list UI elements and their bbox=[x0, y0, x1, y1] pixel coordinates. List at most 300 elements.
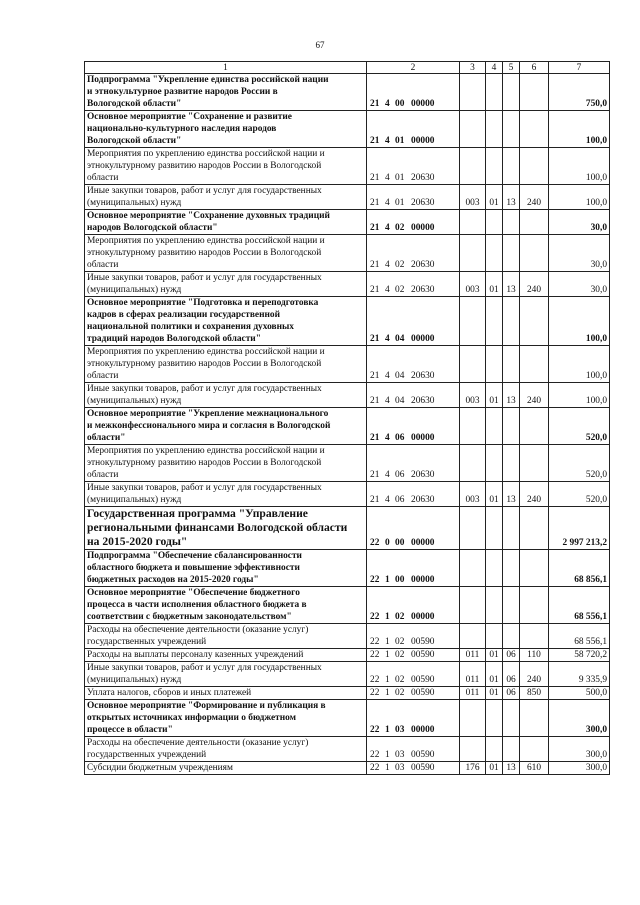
row-name-line: области bbox=[87, 173, 119, 183]
code-part: 06 bbox=[395, 495, 405, 505]
row-code-cell bbox=[367, 550, 460, 587]
code-part: 4 bbox=[385, 371, 390, 381]
row-c3-cell bbox=[460, 111, 486, 148]
row-name-line: Основное мероприятие "Сохранение духовных традиций bbox=[87, 211, 330, 221]
row-name-line: Иные закупки товаров, работ и услуг для государственных bbox=[87, 273, 322, 283]
row-amount-cell: 520,0 bbox=[549, 482, 610, 507]
row-c5-cell: 13 bbox=[503, 185, 520, 210]
code-part: 00000 bbox=[411, 538, 435, 548]
row-c3-cell bbox=[460, 346, 486, 383]
code-part: 21 bbox=[370, 470, 380, 480]
code-part: 21 bbox=[370, 136, 380, 146]
row-amount-cell: 30,0 bbox=[549, 235, 610, 272]
code-part: 00000 bbox=[411, 223, 435, 233]
code-part: 22 bbox=[370, 650, 380, 660]
row-c3-cell bbox=[460, 550, 486, 587]
code-part: 00000 bbox=[411, 433, 435, 443]
row-code-cell bbox=[367, 482, 460, 507]
row-name-line: государственных учреждений bbox=[87, 637, 207, 647]
row-c6-cell: 240 bbox=[520, 662, 549, 687]
code-part: 21 bbox=[370, 173, 380, 183]
row-name-line: Иные закупки товаров, работ и услуг для государственных bbox=[87, 663, 322, 673]
row-c6-cell: 240 bbox=[520, 185, 549, 210]
row-c6-cell: 240 bbox=[520, 383, 549, 408]
code-part: 4 bbox=[385, 433, 390, 443]
row-name-cell bbox=[85, 550, 367, 587]
table-row bbox=[85, 185, 610, 210]
row-name-cell bbox=[85, 700, 367, 737]
row-c4-cell: 01 bbox=[486, 482, 503, 507]
row-c5-cell bbox=[503, 235, 520, 272]
code-part: 4 bbox=[385, 285, 390, 295]
row-code-cell bbox=[367, 383, 460, 408]
row-c6-cell bbox=[520, 587, 549, 624]
row-c4-cell bbox=[486, 74, 503, 111]
row-name-cell bbox=[85, 649, 367, 662]
row-c4-cell bbox=[486, 700, 503, 737]
code-part: 21 bbox=[370, 198, 380, 208]
code-part: 00000 bbox=[411, 612, 435, 622]
row-amount-cell: 30,0 bbox=[549, 210, 610, 235]
table-row bbox=[85, 297, 610, 346]
row-name-line: региональными финансами Вологодской области bbox=[87, 521, 348, 534]
row-name-cell bbox=[85, 445, 367, 482]
row-code-cell bbox=[367, 445, 460, 482]
table-row bbox=[85, 687, 610, 700]
code-part: 21 bbox=[370, 260, 380, 270]
code-part: 22 bbox=[370, 538, 380, 548]
row-code-cell bbox=[367, 737, 460, 762]
row-c5-cell bbox=[503, 74, 520, 111]
code-part: 1 bbox=[385, 575, 390, 585]
row-c3-cell: 003 bbox=[460, 383, 486, 408]
code-part: 04 bbox=[395, 334, 405, 344]
row-c6-cell bbox=[520, 550, 549, 587]
code-part: 20630 bbox=[411, 371, 435, 381]
row-code-cell bbox=[367, 346, 460, 383]
row-c5-cell bbox=[503, 210, 520, 235]
row-c5-cell bbox=[503, 507, 520, 550]
header-cell: 6 bbox=[520, 62, 549, 74]
code-part: 00000 bbox=[411, 575, 435, 585]
row-amount-cell: 750,0 bbox=[549, 74, 610, 111]
row-c3-cell bbox=[460, 74, 486, 111]
row-c4-cell: 01 bbox=[486, 383, 503, 408]
row-name-cell bbox=[85, 762, 367, 775]
code-part: 4 bbox=[385, 396, 390, 406]
table-row bbox=[85, 235, 610, 272]
row-c6-cell bbox=[520, 210, 549, 235]
row-name-line: Государственная программа "Управление bbox=[87, 507, 308, 520]
row-c6-cell bbox=[520, 111, 549, 148]
header-cell: 3 bbox=[460, 62, 486, 74]
row-amount-cell: 100,0 bbox=[549, 111, 610, 148]
row-code-cell bbox=[367, 649, 460, 662]
code-part: 04 bbox=[395, 396, 405, 406]
row-name-line: народов Вологодской области" bbox=[87, 223, 218, 233]
row-c6-cell bbox=[520, 148, 549, 185]
row-c6-cell: 610 bbox=[520, 762, 549, 775]
row-name-line: государственных учреждений bbox=[87, 750, 207, 760]
row-amount-cell: 100,0 bbox=[549, 185, 610, 210]
code-part: 22 bbox=[370, 750, 380, 760]
row-code-cell bbox=[367, 185, 460, 210]
row-name-line: (муниципальных) нужд bbox=[87, 396, 182, 406]
row-c4-cell: 01 bbox=[486, 185, 503, 210]
table-row bbox=[85, 272, 610, 297]
row-name-cell bbox=[85, 346, 367, 383]
code-part: 03 bbox=[395, 763, 405, 773]
header-cell: 5 bbox=[503, 62, 520, 74]
row-c5-cell: 13 bbox=[503, 383, 520, 408]
code-part: 20630 bbox=[411, 495, 435, 505]
row-c3-cell: 011 bbox=[460, 662, 486, 687]
row-code-cell bbox=[367, 700, 460, 737]
row-name-line: этнокультурному развитию народов России в Вологодской bbox=[87, 359, 322, 369]
code-part: 02 bbox=[395, 285, 405, 295]
row-amount-cell: 520,0 bbox=[549, 445, 610, 482]
row-name-line: области bbox=[87, 371, 119, 381]
row-code-cell bbox=[367, 762, 460, 775]
row-name-cell bbox=[85, 297, 367, 346]
row-c6-cell bbox=[520, 624, 549, 649]
row-code-cell bbox=[367, 210, 460, 235]
row-name-line: Иные закупки товаров, работ и услуг для государственных bbox=[87, 384, 322, 394]
code-part: 02 bbox=[395, 223, 405, 233]
row-c5-cell bbox=[503, 111, 520, 148]
row-c4-cell: 01 bbox=[486, 662, 503, 687]
row-name-cell bbox=[85, 210, 367, 235]
code-part: 1 bbox=[385, 612, 390, 622]
row-name-line: национально-культурного наследия народов bbox=[87, 124, 277, 134]
row-c5-cell: 06 bbox=[503, 649, 520, 662]
code-part: 00000 bbox=[411, 99, 435, 109]
code-part: 4 bbox=[385, 136, 390, 146]
row-c3-cell bbox=[460, 737, 486, 762]
table-row bbox=[85, 408, 610, 445]
row-c3-cell bbox=[460, 297, 486, 346]
row-name-line: области bbox=[87, 470, 119, 480]
row-amount-cell: 300,0 bbox=[549, 737, 610, 762]
row-c6-cell: 850 bbox=[520, 687, 549, 700]
row-name-cell bbox=[85, 148, 367, 185]
code-part: 4 bbox=[385, 495, 390, 505]
row-c3-cell bbox=[460, 408, 486, 445]
row-c4-cell: 01 bbox=[486, 687, 503, 700]
code-part: 00000 bbox=[411, 725, 435, 735]
code-part: 00590 bbox=[411, 688, 435, 698]
code-part: 00000 bbox=[411, 334, 435, 344]
row-c4-cell bbox=[486, 507, 503, 550]
row-c4-cell bbox=[486, 235, 503, 272]
code-part: 01 bbox=[395, 136, 405, 146]
row-c6-cell bbox=[520, 507, 549, 550]
row-c4-cell bbox=[486, 210, 503, 235]
header-cell: 1 bbox=[85, 62, 367, 74]
row-name-line: этнокультурному развитию народов России в Вологодской bbox=[87, 161, 322, 171]
row-c4-cell bbox=[486, 737, 503, 762]
table-row bbox=[85, 445, 610, 482]
row-c5-cell: 06 bbox=[503, 662, 520, 687]
row-name-line: Основное мероприятие "Формирование и публикация в bbox=[87, 701, 326, 711]
code-part: 21 bbox=[370, 99, 380, 109]
code-part: 21 bbox=[370, 495, 380, 505]
row-name-cell bbox=[85, 383, 367, 408]
row-code-cell bbox=[367, 687, 460, 700]
row-c3-cell: 011 bbox=[460, 649, 486, 662]
row-amount-cell: 520,0 bbox=[549, 408, 610, 445]
row-name-line: Мероприятия по укреплению единства российской нации и bbox=[87, 236, 325, 246]
table-row bbox=[85, 662, 610, 687]
row-c6-cell bbox=[520, 445, 549, 482]
row-c4-cell bbox=[486, 111, 503, 148]
row-amount-cell: 100,0 bbox=[549, 148, 610, 185]
row-c3-cell bbox=[460, 587, 486, 624]
code-part: 4 bbox=[385, 260, 390, 270]
row-name-line: открытых источниках информации о бюджетном bbox=[87, 713, 297, 723]
code-part: 1 bbox=[385, 725, 390, 735]
table-row bbox=[85, 587, 610, 624]
table-row bbox=[85, 74, 610, 111]
code-part: 20630 bbox=[411, 470, 435, 480]
row-name-line: областного бюджета и повышение эффективности bbox=[87, 563, 300, 573]
row-c4-cell bbox=[486, 624, 503, 649]
code-part: 20630 bbox=[411, 198, 435, 208]
table-row bbox=[85, 210, 610, 235]
code-part: 4 bbox=[385, 223, 390, 233]
code-part: 4 bbox=[385, 470, 390, 480]
row-c4-cell bbox=[486, 408, 503, 445]
code-part: 20630 bbox=[411, 173, 435, 183]
table-row bbox=[85, 624, 610, 649]
row-c5-cell bbox=[503, 346, 520, 383]
code-part: 22 bbox=[370, 637, 380, 647]
row-c5-cell: 13 bbox=[503, 272, 520, 297]
row-name-cell bbox=[85, 185, 367, 210]
code-part: 02 bbox=[395, 675, 405, 685]
row-code-cell bbox=[367, 272, 460, 297]
code-part: 02 bbox=[395, 612, 405, 622]
code-part: 00590 bbox=[411, 750, 435, 760]
row-c6-cell: 240 bbox=[520, 482, 549, 507]
code-part: 1 bbox=[385, 688, 390, 698]
code-part: 21 bbox=[370, 223, 380, 233]
row-name-line: и этнокультурное развитие народов России в bbox=[87, 87, 278, 97]
row-c5-cell: 13 bbox=[503, 482, 520, 507]
code-part: 06 bbox=[395, 470, 405, 480]
row-c6-cell bbox=[520, 408, 549, 445]
row-name-line: Основное мероприятие "Укрепление межнационального bbox=[87, 409, 329, 419]
row-c5-cell bbox=[503, 408, 520, 445]
code-part: 4 bbox=[385, 198, 390, 208]
code-part: 21 bbox=[370, 371, 380, 381]
page-number: 67 bbox=[315, 40, 325, 50]
row-amount-cell: 58 720,2 bbox=[549, 649, 610, 662]
row-c4-cell: 01 bbox=[486, 762, 503, 775]
row-code-cell bbox=[367, 235, 460, 272]
code-part: 00 bbox=[395, 538, 405, 548]
row-c6-cell: 110 bbox=[520, 649, 549, 662]
row-amount-cell: 500,0 bbox=[549, 687, 610, 700]
row-amount-cell: 9 335,9 bbox=[549, 662, 610, 687]
code-part: 20630 bbox=[411, 285, 435, 295]
row-c3-cell bbox=[460, 507, 486, 550]
row-c5-cell bbox=[503, 624, 520, 649]
row-c5-cell bbox=[503, 550, 520, 587]
code-part: 21 bbox=[370, 285, 380, 295]
row-name-line: Подпрограмма "Обеспечение сбалансированности bbox=[87, 551, 302, 561]
code-part: 4 bbox=[385, 99, 390, 109]
code-part: 00 bbox=[395, 99, 405, 109]
row-amount-cell: 68 856,1 bbox=[549, 550, 610, 587]
row-name-line: Иные закупки товаров, работ и услуг для государственных bbox=[87, 483, 322, 493]
code-part: 22 bbox=[370, 675, 380, 685]
row-name-line: этнокультурному развитию народов России в Вологодской bbox=[87, 458, 322, 468]
code-part: 06 bbox=[395, 433, 405, 443]
table-row bbox=[85, 762, 610, 775]
row-amount-cell: 68 556,1 bbox=[549, 624, 610, 649]
row-name-line: Вологодской области" bbox=[87, 99, 182, 109]
table-row bbox=[85, 346, 610, 383]
row-c6-cell bbox=[520, 700, 549, 737]
code-part: 22 bbox=[370, 612, 380, 622]
table-row bbox=[85, 550, 610, 587]
row-c3-cell bbox=[460, 235, 486, 272]
row-name-line: (муниципальных) нужд bbox=[87, 675, 182, 685]
row-name-cell bbox=[85, 587, 367, 624]
code-part: 20630 bbox=[411, 396, 435, 406]
row-name-cell bbox=[85, 111, 367, 148]
row-c5-cell bbox=[503, 297, 520, 346]
code-part: 02 bbox=[395, 260, 405, 270]
row-c6-cell bbox=[520, 737, 549, 762]
row-c5-cell: 13 bbox=[503, 762, 520, 775]
code-part: 02 bbox=[395, 637, 405, 647]
row-name-line: Расходы на обеспечение деятельности (оказание услуг) bbox=[87, 738, 309, 748]
row-name-line: Мероприятия по укреплению единства российской нации и bbox=[87, 446, 325, 456]
row-c6-cell bbox=[520, 235, 549, 272]
row-name-cell bbox=[85, 235, 367, 272]
code-part: 02 bbox=[395, 688, 405, 698]
row-name-line: традиций народов Вологодской области" bbox=[87, 334, 261, 344]
row-name-cell bbox=[85, 737, 367, 762]
row-name-line: (муниципальных) нужд bbox=[87, 495, 182, 505]
code-part: 00590 bbox=[411, 637, 435, 647]
row-code-cell bbox=[367, 408, 460, 445]
row-c3-cell: 003 bbox=[460, 482, 486, 507]
row-c6-cell bbox=[520, 297, 549, 346]
row-code-cell bbox=[367, 111, 460, 148]
row-code-cell bbox=[367, 662, 460, 687]
code-part: 22 bbox=[370, 763, 380, 773]
row-name-line: кадров в сферах реализации государственной bbox=[87, 310, 280, 320]
code-part: 20630 bbox=[411, 260, 435, 270]
row-c4-cell bbox=[486, 587, 503, 624]
code-part: 0 bbox=[385, 538, 390, 548]
row-c4-cell: 01 bbox=[486, 649, 503, 662]
row-c5-cell bbox=[503, 700, 520, 737]
header-cell: 2 bbox=[367, 62, 460, 74]
row-name-line: области bbox=[87, 260, 119, 270]
row-c3-cell: 003 bbox=[460, 185, 486, 210]
row-name-line: Иные закупки товаров, работ и услуг для государственных bbox=[87, 186, 322, 196]
row-c4-cell bbox=[486, 148, 503, 185]
code-part: 1 bbox=[385, 650, 390, 660]
code-part: 03 bbox=[395, 725, 405, 735]
header-cell: 7 bbox=[549, 62, 610, 74]
table-row bbox=[85, 111, 610, 148]
row-name-line: на 2015-2020 годы" bbox=[87, 535, 188, 548]
row-code-cell bbox=[367, 587, 460, 624]
row-name-line: процессе в области" bbox=[87, 725, 173, 735]
row-name-cell bbox=[85, 687, 367, 700]
row-name-cell bbox=[85, 624, 367, 649]
row-c5-cell bbox=[503, 587, 520, 624]
code-part: 21 bbox=[370, 433, 380, 443]
row-name-line: и межконфессионального мира и согласия в Вологодской bbox=[87, 421, 331, 431]
row-name-line: (муниципальных) нужд bbox=[87, 285, 182, 295]
code-part: 03 bbox=[395, 750, 405, 760]
row-c4-cell bbox=[486, 297, 503, 346]
code-part: 21 bbox=[370, 334, 380, 344]
code-part: 04 bbox=[395, 371, 405, 381]
row-c3-cell: 011 bbox=[460, 687, 486, 700]
row-code-cell bbox=[367, 148, 460, 185]
row-c3-cell bbox=[460, 700, 486, 737]
row-code-cell bbox=[367, 74, 460, 111]
code-part: 21 bbox=[370, 396, 380, 406]
code-part: 00590 bbox=[411, 763, 435, 773]
row-c6-cell bbox=[520, 74, 549, 111]
code-part: 22 bbox=[370, 575, 380, 585]
row-amount-cell: 30,0 bbox=[549, 272, 610, 297]
row-name-line: Основное мероприятие "Сохранение и развитие bbox=[87, 112, 292, 122]
header-row bbox=[85, 62, 610, 74]
row-name-line: Субсидии бюджетным учреждениям bbox=[87, 763, 233, 773]
row-c3-cell: 176 bbox=[460, 762, 486, 775]
table-row bbox=[85, 649, 610, 662]
row-name-cell bbox=[85, 408, 367, 445]
row-name-line: бюджетных расходов на 2015-2020 годы" bbox=[87, 575, 259, 585]
code-part: 00590 bbox=[411, 675, 435, 685]
row-c3-cell bbox=[460, 624, 486, 649]
row-c5-cell bbox=[503, 445, 520, 482]
row-name-line: Мероприятия по укреплению единства российской нации и bbox=[87, 149, 325, 159]
code-part: 22 bbox=[370, 725, 380, 735]
code-part: 22 bbox=[370, 688, 380, 698]
row-c6-cell bbox=[520, 346, 549, 383]
code-part: 1 bbox=[385, 763, 390, 773]
row-name-line: Расходы на выплаты персоналу казенных учреждений bbox=[87, 650, 304, 660]
row-c4-cell: 01 bbox=[486, 272, 503, 297]
row-name-cell bbox=[85, 662, 367, 687]
code-part: 00000 bbox=[411, 136, 435, 146]
row-c3-cell bbox=[460, 445, 486, 482]
code-part: 4 bbox=[385, 334, 390, 344]
row-name-line: (муниципальных) нужд bbox=[87, 198, 182, 208]
row-c6-cell: 240 bbox=[520, 272, 549, 297]
row-c3-cell bbox=[460, 210, 486, 235]
table-row bbox=[85, 737, 610, 762]
code-part: 02 bbox=[395, 650, 405, 660]
row-c5-cell: 06 bbox=[503, 687, 520, 700]
row-name-line: Уплата налогов, сборов и иных платежей bbox=[87, 688, 252, 698]
row-amount-cell: 2 997 213,2 bbox=[549, 507, 610, 550]
code-part: 00 bbox=[395, 575, 405, 585]
row-name-line: области" bbox=[87, 433, 126, 443]
row-amount-cell: 100,0 bbox=[549, 383, 610, 408]
row-name-line: Мероприятия по укреплению единства российской нации и bbox=[87, 347, 325, 357]
